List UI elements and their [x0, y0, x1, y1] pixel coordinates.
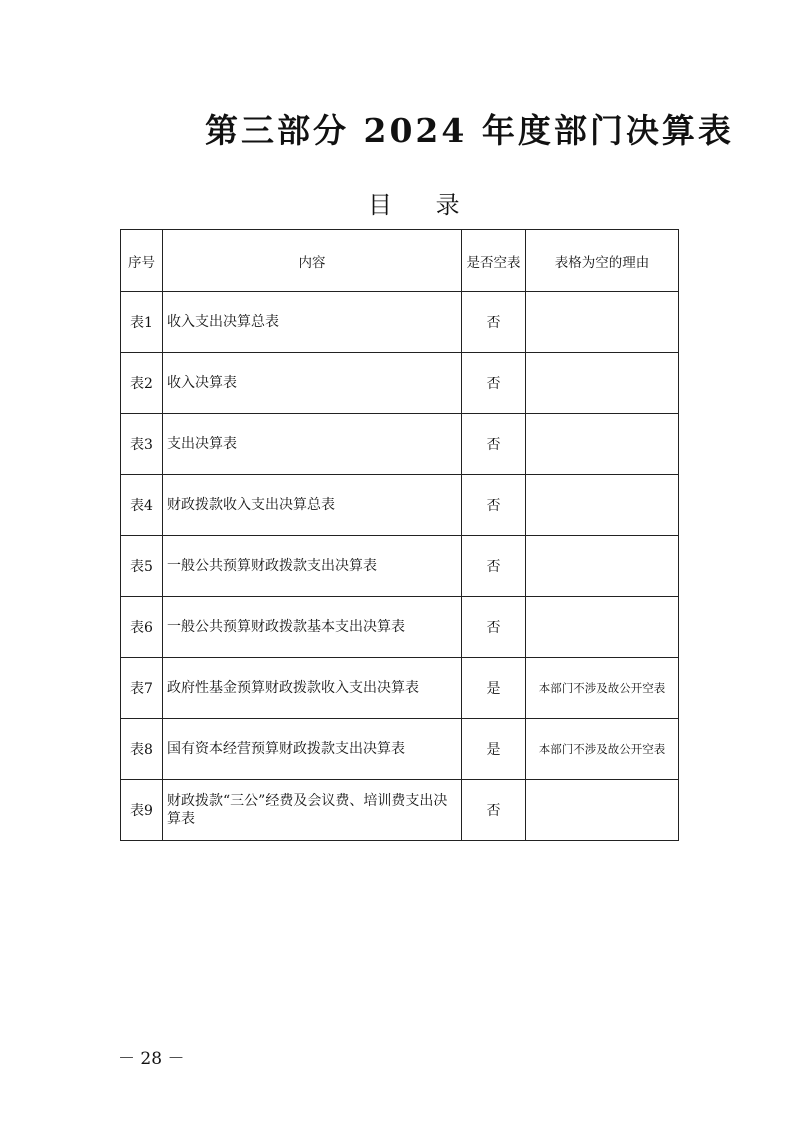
row-content: 一般公共预算财政拨款基本支出决算表: [163, 597, 462, 658]
row-number: 表8: [121, 719, 163, 780]
row-number: 表6: [121, 597, 163, 658]
row-empty-flag: 否: [462, 536, 526, 597]
table-row: [121, 536, 679, 597]
header-reason: 表格为空的理由: [526, 230, 679, 292]
row-reason: [526, 475, 679, 536]
toc-table: [120, 229, 679, 841]
row-content: 一般公共预算财政拨款支出决算表: [163, 536, 462, 597]
row-reason: [526, 597, 679, 658]
row-reason: [526, 292, 679, 353]
row-empty-flag: 是: [462, 719, 526, 780]
row-reason: [526, 536, 679, 597]
row-empty-flag: 否: [462, 414, 526, 475]
row-reason: 本部门不涉及故公开空表: [526, 658, 679, 719]
row-content: 政府性基金预算财政拨款收入支出决算表: [163, 658, 462, 719]
row-content: 收入决算表: [163, 353, 462, 414]
row-content: 收入支出决算总表: [163, 292, 462, 353]
table-row: [121, 353, 679, 414]
table-row: [121, 414, 679, 475]
table-row: [121, 292, 679, 353]
row-number: 表1: [121, 292, 163, 353]
row-number: 表7: [121, 658, 163, 719]
row-number: 表5: [121, 536, 163, 597]
row-number: 表4: [121, 475, 163, 536]
header-content: 内容: [163, 230, 462, 292]
row-empty-flag: 否: [462, 780, 526, 841]
header-no: 序号: [121, 230, 163, 292]
row-empty-flag: 否: [462, 475, 526, 536]
page-title: 第三部分 2024 年度部门决算表: [205, 111, 734, 150]
row-number: 表3: [121, 414, 163, 475]
page-number: － 28 －: [118, 1049, 185, 1069]
table-row: [121, 780, 679, 841]
row-empty-flag: 否: [462, 353, 526, 414]
table-row: [121, 719, 679, 780]
row-content: 国有资本经营预算财政拨款支出决算表: [163, 719, 462, 780]
table-row: [121, 658, 679, 719]
row-content: 支出决算表: [163, 414, 462, 475]
table-row: [121, 597, 679, 658]
row-number: 表9: [121, 780, 163, 841]
table-header-row: [121, 230, 679, 292]
row-empty-flag: 否: [462, 597, 526, 658]
toc-heading: 目 录: [368, 191, 478, 219]
row-reason: [526, 780, 679, 841]
header-empty: 是否空表: [462, 230, 526, 292]
row-content: 财政拨款“三公”经费及会议费、培训费支出决算表: [163, 780, 462, 841]
table-row: [121, 475, 679, 536]
row-empty-flag: 是: [462, 658, 526, 719]
row-reason: 本部门不涉及故公开空表: [526, 719, 679, 780]
row-number: 表2: [121, 353, 163, 414]
row-content: 财政拨款收入支出决算总表: [163, 475, 462, 536]
row-empty-flag: 否: [462, 292, 526, 353]
row-reason: [526, 414, 679, 475]
row-reason: [526, 353, 679, 414]
